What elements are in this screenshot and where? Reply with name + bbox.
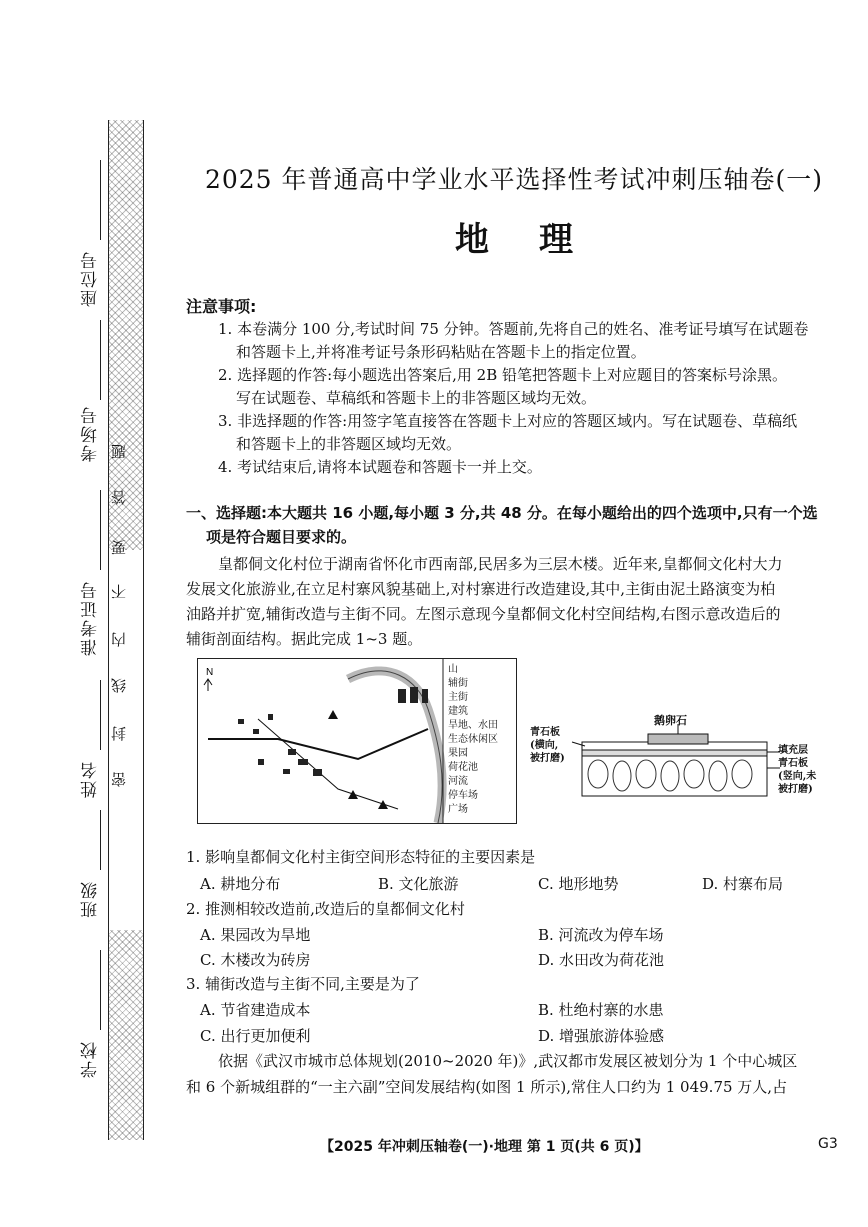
seal-char: 内: [110, 632, 128, 647]
legend-item: 河流: [448, 776, 468, 787]
question-option[interactable]: B. 杜绝村寨的水患: [538, 1001, 664, 1019]
legend-item: 停车场: [448, 790, 478, 801]
seat-label: 座位号: [81, 250, 101, 307]
class-line: [100, 810, 101, 870]
id-label: 准考证号: [81, 580, 101, 656]
map-legend: [448, 663, 498, 817]
legend-item: 建筑: [448, 706, 468, 717]
north-label: N: [206, 667, 214, 678]
school-label: 学校: [81, 1040, 101, 1078]
legend-item: 旱地、水田: [448, 720, 498, 731]
section-heading-cont: 项是符合题目要求的。: [206, 528, 357, 546]
question-option[interactable]: D. 增强旅游体验感: [538, 1027, 665, 1045]
legend-item: 辅街: [448, 678, 468, 689]
notice-line: 3. 非选择题的作答:用签字笔直接答在答题卡上对应的答题区域内。写在试题卷、草稿纸: [218, 412, 798, 430]
passage-line: 和 6 个新城组群的“一主六副”空间发展结构(如图 1 所示),常住人口约为 1 049.75 万人,占: [186, 1078, 788, 1096]
room-label: 考场号: [81, 405, 101, 462]
seal-char: 要: [110, 540, 128, 555]
label-line: 青石板: [778, 758, 808, 769]
page-footer: 【2025 年冲刺压轴卷(一)·地理 第 1 页(共 6 页)】: [320, 1139, 649, 1155]
seal-char: 封: [110, 726, 128, 741]
passage-line: 发展文化旅游业,在立足村寨风貌基础上,对村寨进行改造建设,其中,主街由泥土路演变为柏: [186, 580, 776, 598]
label-line: (竖向,未: [778, 771, 817, 782]
paper-code: G3: [818, 1136, 838, 1152]
room-line: [100, 320, 101, 400]
label-right: [778, 744, 816, 796]
notice-line: 写在试题卷、草稿纸和答题卡上的非答题区域均无效。: [236, 389, 597, 407]
seat-line: [100, 160, 101, 240]
question-option[interactable]: B. 河流改为停车场: [538, 926, 664, 944]
label-pebble: 鹅卵石: [654, 714, 687, 727]
legend-item: 荷花池: [448, 762, 478, 773]
street-section: [530, 712, 830, 822]
notice-line: 和答题卡上,并将准考证号条形码粘贴在答题卡上的指定位置。: [236, 343, 646, 361]
binding-strip: [60, 120, 160, 1120]
label-line: 青石板: [530, 727, 560, 738]
notice-line: 4. 考试结束后,请将本试题卷和答题卡一并上交。: [218, 458, 542, 476]
passage-line: 油路并扩宽,辅街改造与主街不同。左图示意现今皇都侗文化村空间结构,右图示意改造后的: [186, 605, 781, 623]
class-label: 班级: [81, 880, 101, 918]
notice-line: 2. 选择题的作答:每小题选出答案后,用 2B 铅笔把答题卡上对应题目的答案标号涂黑。: [218, 366, 788, 384]
question-option[interactable]: C. 出行更加便利: [200, 1027, 311, 1045]
legend-item: 山: [448, 664, 458, 675]
seal-char: 不: [110, 584, 128, 599]
subject-title: 地理: [455, 220, 623, 260]
school-line: [100, 950, 101, 1030]
id-line: [100, 490, 101, 570]
label-line: 被打磨): [530, 753, 565, 764]
question-option[interactable]: D. 村寨布局: [702, 875, 784, 893]
notice-line: 和答题卡上的非答题区域均无效。: [236, 435, 462, 453]
question-option[interactable]: A. 节省建造成本: [200, 1001, 311, 1019]
seal-char: 线: [110, 678, 128, 693]
passage-line: 皇都侗文化村位于湖南省怀化市西南部,民居多为三层木楼。近年来,皇都侗文化村大力: [218, 555, 783, 573]
question-stem: 3. 辅街改造与主街不同,主要是为了: [186, 975, 420, 993]
question-option[interactable]: A. 耕地分布: [200, 875, 281, 893]
notice-heading: 注意事项:: [186, 297, 257, 316]
passage-line: 依据《武汉市城市总体规划(2010~2020 年)》,武汉都市发展区被划分为 1 个中心城区: [218, 1052, 798, 1070]
question-option[interactable]: D. 水田改为荷花池: [538, 951, 665, 969]
question-option[interactable]: C. 木楼改为砖房: [200, 951, 311, 969]
seal-char: 密: [110, 772, 128, 787]
question-stem: 2. 推测相较改造前,改造后的皇都侗文化村: [186, 900, 465, 918]
name-label: 姓名: [81, 760, 101, 798]
question-option[interactable]: C. 地形地势: [538, 875, 619, 893]
legend-item: 生态休闲区: [448, 734, 498, 745]
seal-char: 题: [110, 444, 128, 459]
passage-line: 辅街剖面结构。据此完成 1~3 题。: [186, 630, 423, 648]
question-option[interactable]: B. 文化旅游: [378, 875, 459, 893]
name-line: [100, 680, 101, 750]
section-heading: 一、选择题:本大题共 16 小题,每小题 3 分,共 48 分。在每小题给出的四个选项中,只有一个选: [186, 504, 818, 522]
label-line: 填充层: [778, 745, 808, 756]
legend-item: 广场: [448, 804, 468, 815]
exam-title: 2025 年普通高中学业水平选择性考试冲刺压轴卷(一): [204, 165, 824, 194]
legend-item: 主街: [448, 692, 468, 703]
question-option[interactable]: A. 果园改为旱地: [200, 926, 311, 944]
notice-line: 1. 本卷满分 100 分,考试时间 75 分钟。答题前,先将自己的姓名、准考证号填写在试题卷: [218, 320, 809, 338]
label-line: 被打磨): [778, 784, 813, 795]
village-map: [197, 658, 517, 824]
seal-char: 答: [110, 490, 128, 505]
label-left: [530, 726, 565, 765]
question-stem: 1. 影响皇都侗文化村主街空间形态特征的主要因素是: [186, 848, 536, 866]
legend-item: 果园: [448, 748, 468, 759]
label-line: (横向,: [530, 740, 559, 751]
